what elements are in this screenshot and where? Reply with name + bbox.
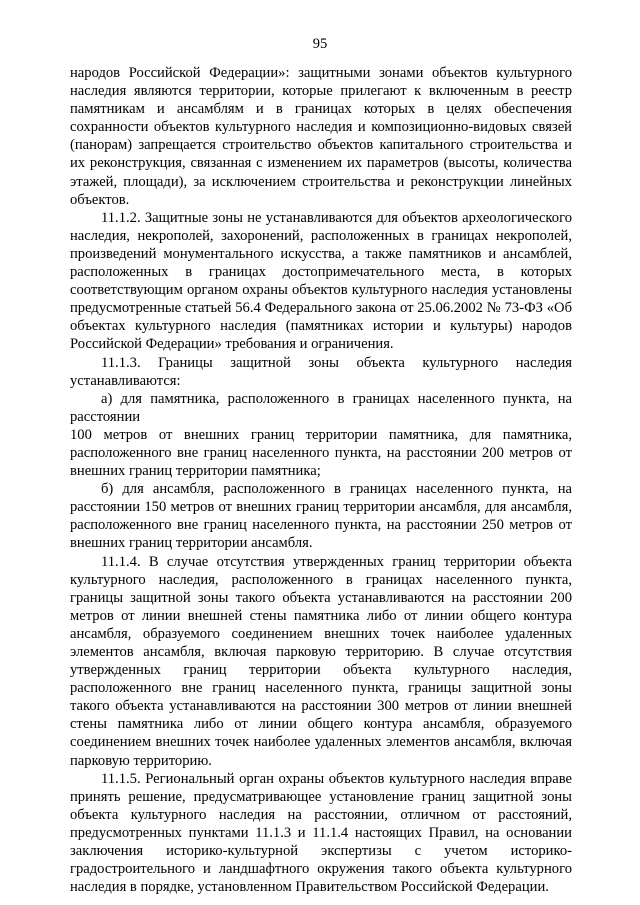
paragraph-11-1-2: 11.1.2. Защитные зоны не устанавливаются для объектов археологического наследия, некрополей, захоронений, расположенных в границах некрополей, произведений монументального искусства, а также памятников и ансамблей, расположенных в границах достопримечательного места, в которых соответствующим органом охраны объектов культурного наследия установлены предусмотренные статьей 56.4 Федерального закона от 25.06.2002 № 73-ФЗ «Об объектах культурного наследия (памятниках истории и культуры) народов Российской Федерации» требования и ограничения. [70,209,572,353]
paragraph-zones-definition: народов Российской Федерации»: защитными зонами объектов культурного наследия являются территории, которые прилегают к включенным в реестр памятникам и ансамблям и в границах которых в целях обеспечения сохранности объектов культурного наследия и композиционно-видовых связей (панорам) запрещается строительство объектов капитального строительства и их реконструкция, связанная с изменением их параметров (высоты, количества этажей, площади), за исключением строительства и реконструкции линейных объектов. [70,65,572,208]
paragraph-item-a: а) для памятника, расположенного в границах населенного пункта, на расстоянии [70,390,572,425]
paragraph-11-1-3: 11.1.3. Границы защитной зоны объекта культурного наследия устанавливаются: [70,354,572,389]
page-number: 95 [312,36,328,52]
document-body [70,64,572,896]
paragraph-item-a-continued: 100 метров от внешних границ территории памятника, для памятника, расположенного вне границ населенного пункта, на расстоянии 200 метров от внешних границ территории памятника; [70,426,572,480]
paragraph-11-1-5: 11.1.5. Региональный орган охраны объектов культурного наследия вправе принять решение, предусматривающее установление границ защитной зоны объекта культурного наследия на расстоянии, отличном от расстояний, предусмотренных пунктами 11.1.3 и 11.1.4 настоящих Правил, на основании заключения историко-культурной экспертизы с учетом историко-градостроительного и ландшафтного окружения такого объекта культурного наследия в порядке, установленном Правительством Российской Федерации. [70,770,572,896]
paragraph-11-1-4: 11.1.4. В случае отсутствия утвержденных границ территории объекта культурного наследия, расположенного в границах населенного пункта, границы защитной зоны такого объекта устанавливаются на расстоянии 200 метров от линии внешней стены памятника либо от линии общего контура ансамбля, образуемого соединением внешних точек наиболее удаленных элементов ансамбля, включая парковую территорию. В случае отсутствия утвержденных границ территории объекта культурного наследия, расположенного вне границ населенного пункта, границы защитной зоны такого объекта устанавливаются на расстоянии 300 метров от линии внешней стены памятника либо от линии общего контура ансамбля, образуемого соединением внешних точек наиболее удаленных элементов ансамбля, включая парковую территорию. [70,553,572,769]
paragraph-item-b: б) для ансамбля, расположенного в границах населенного пункта, на расстоянии 150 метров от внешних границ территории ансамбля, для ансамбля, расположенного вне границ населенного пункта, на расстоянии 250 метров от внешних границ территории ансамбля. [70,481,572,552]
